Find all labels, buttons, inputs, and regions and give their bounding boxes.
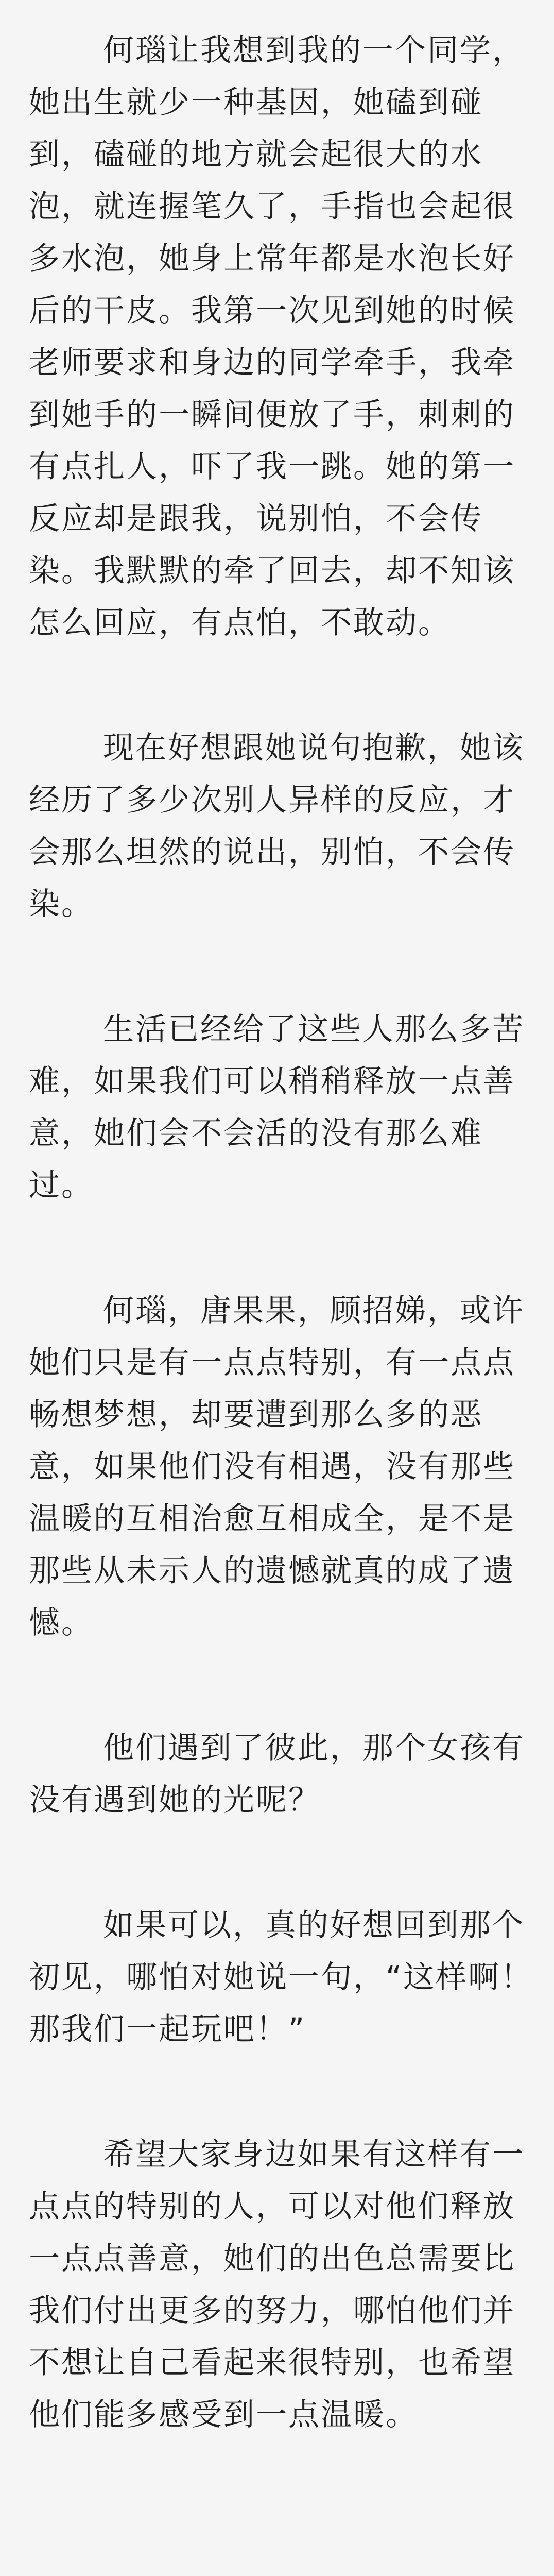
article-body [29, 25, 533, 2514]
paragraph-3: 生活已经给了这些人那么多苦难，如果我们可以稍稍释放一点善意，她们会不会活的没有那么难过。 [29, 1011, 525, 1204]
paragraph-1: 何瑙让我想到我的一个同学，她出生就少一种基因，她磕到碰到，磕碰的地方就会起很大的水泡，就连握笔久了，手指也会起很多水泡，她身上常年都是水泡长好后的干皮。我第一次见到她的时候老师要求和身边的同学牵手，我牵到她手的一瞬间便放了手，刺刺的有点扎人，吓了我一跳。她的第一反应却是跟我，说别怕，不会传染。我默默的牵了回去，却不知该怎么回应，有点怕，不敢动。 [29, 32, 525, 641]
paragraph-7: 希望大家身边如果有这样有一点点的特别的人，可以对他们释放一点点善意，她们的出色总需要比我们付出更多的努力，哪怕他们并不想让自己看起来很特别，也希望他们能多感受到一点温暖。 [29, 2137, 525, 2433]
paragraph-4: 何瑙，唐果果，顾招娣，或许她们只是有一点点特别，有一点点畅想梦想，却要遭到那么多的恶意，如果他们没有相遇，没有那些温暖的互相治愈互相成全，是不是那些从未示人的遗憾就真的成了遗憾。 [29, 1293, 525, 1641]
paragraph-2: 现在好想跟她说句抱歉，她该经历了多少次别人异样的反应，才会那么坦然的说出，别怕，不会传染。 [29, 730, 525, 922]
paragraph-6: 如果可以，真的好想回到那个初见，哪怕对她说一句，“这样啊！那我们一起玩吧！” [29, 1907, 533, 2047]
paragraph-5: 他们遇到了彼此，那个女孩有没有遇到她的光呢？ [29, 1730, 525, 1818]
